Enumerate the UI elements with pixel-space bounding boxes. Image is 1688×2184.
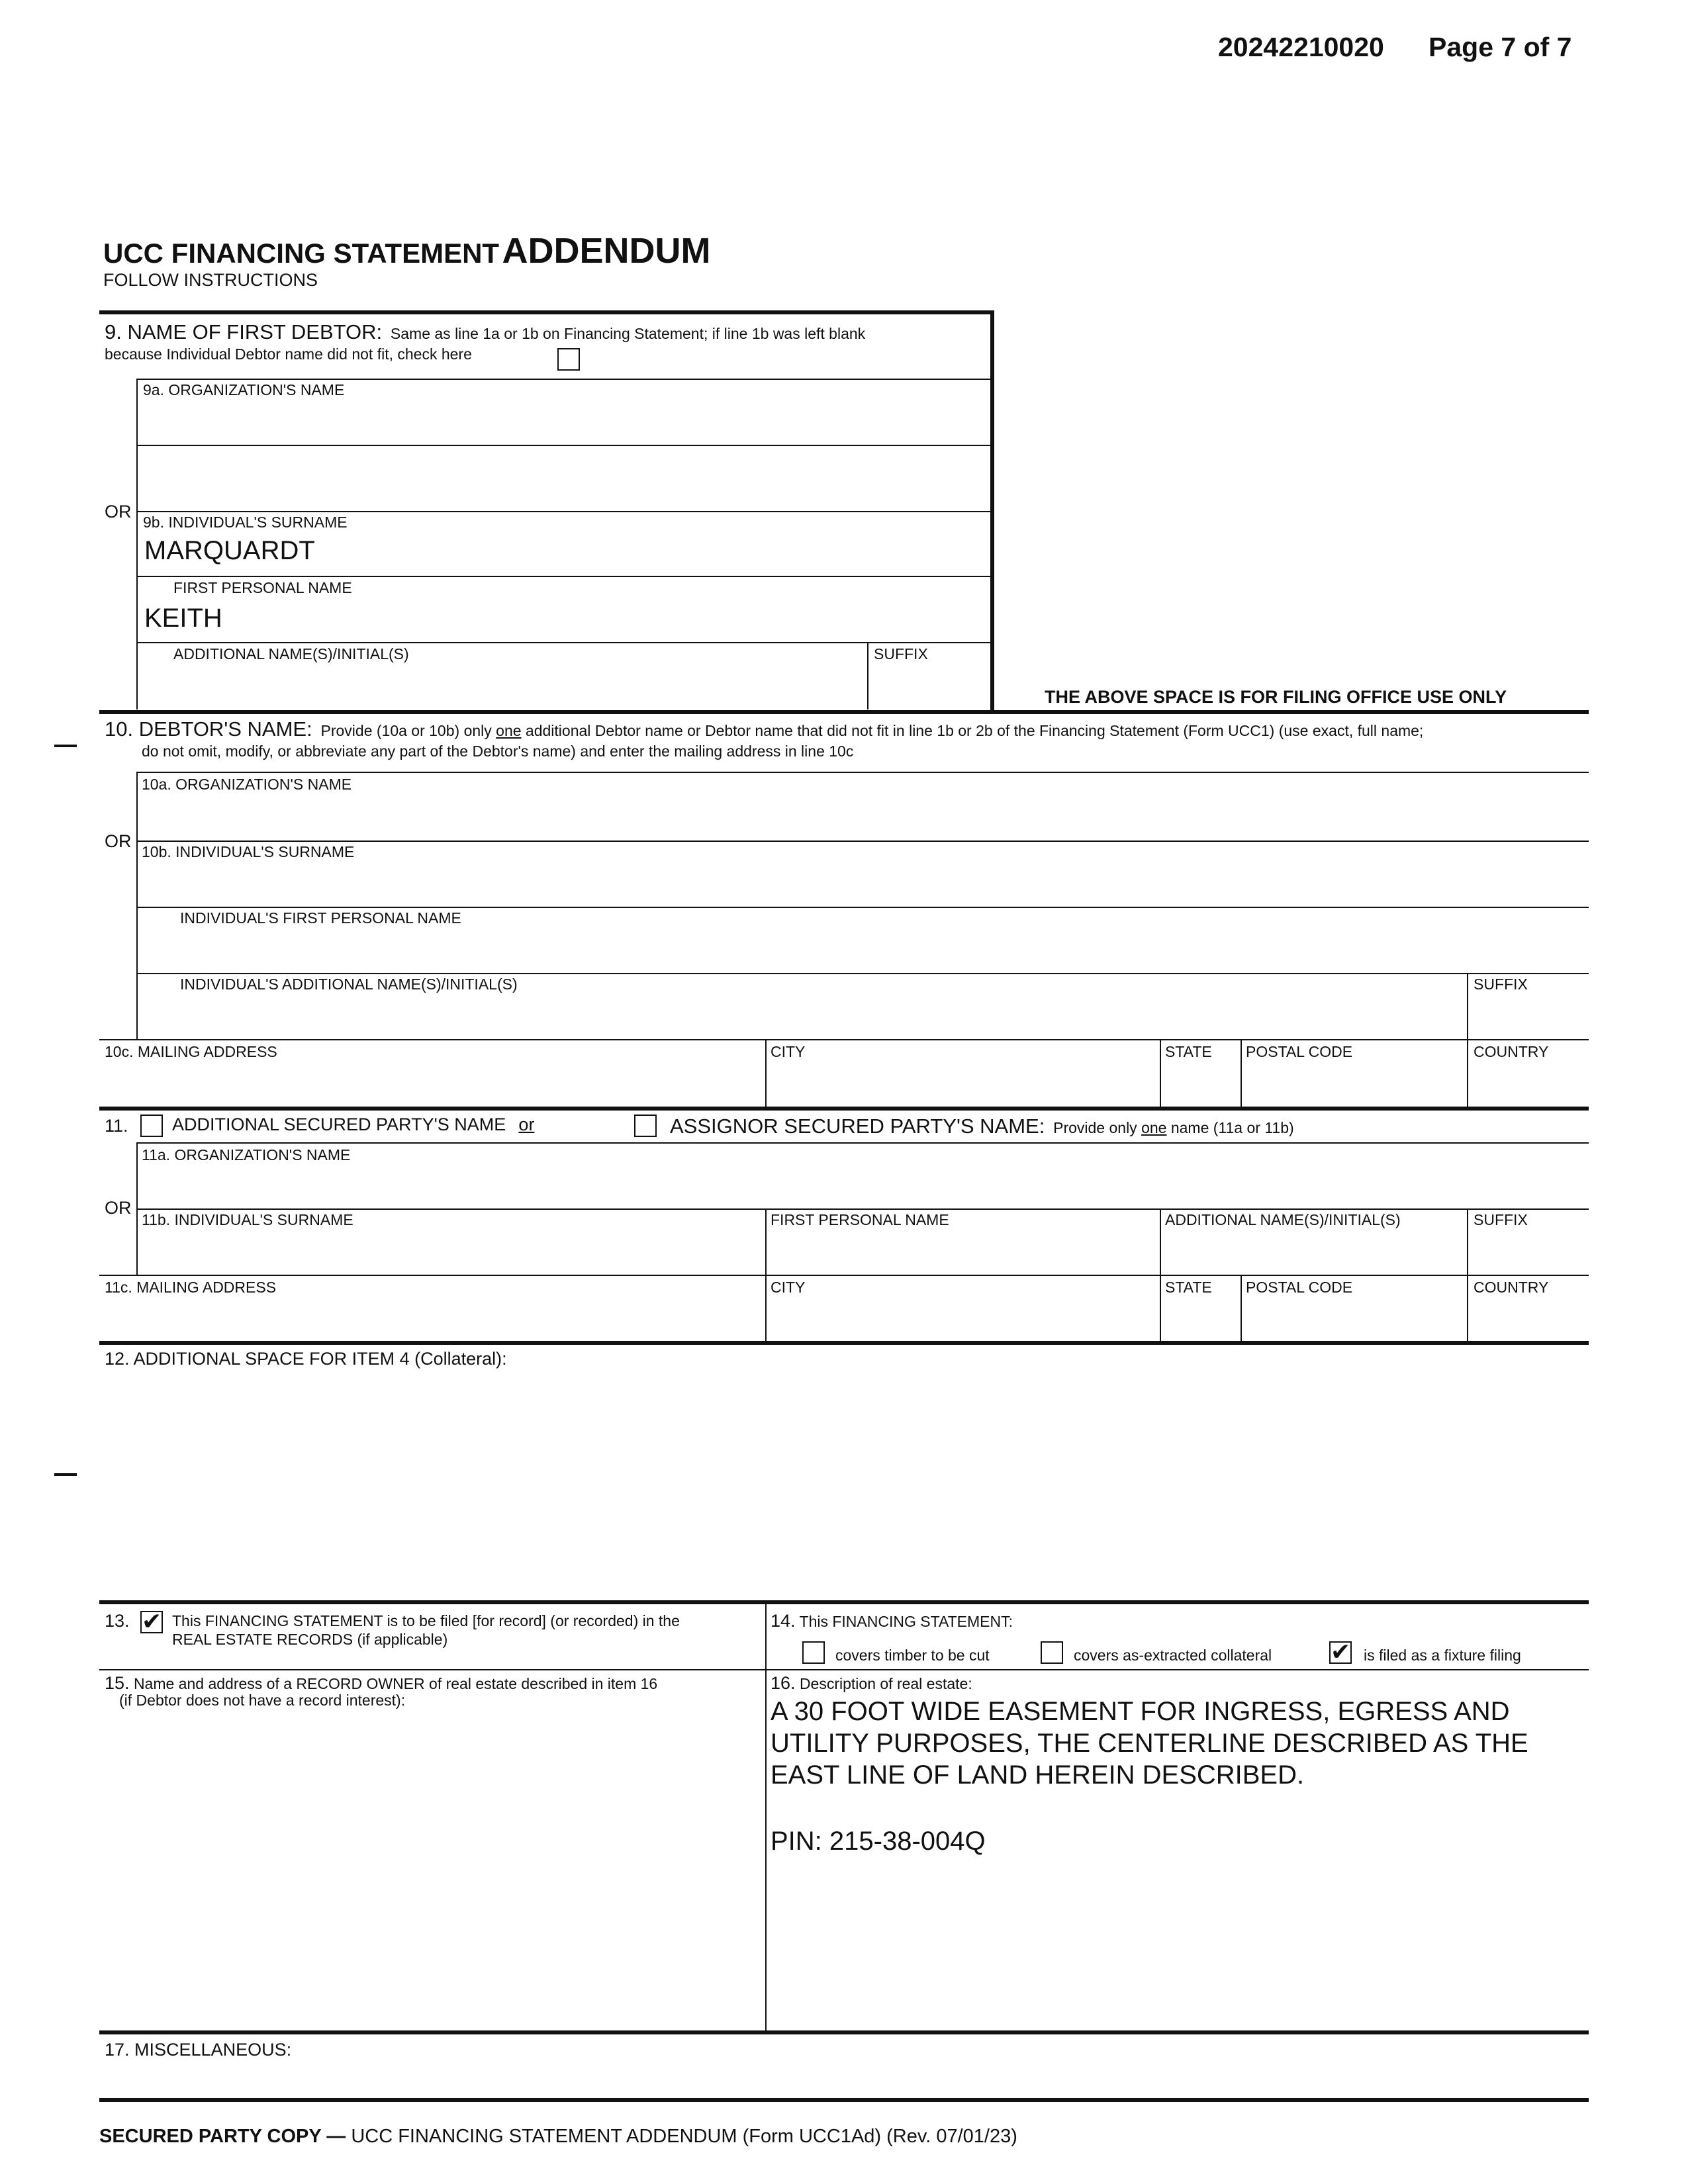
rule (136, 772, 1589, 773)
real-estate-pin[interactable]: PIN: 215-38-004Q (771, 1827, 986, 1856)
label-11c-postal-code: POSTAL CODE (1246, 1279, 1353, 1296)
real-estate-description-line[interactable]: A 30 FOOT WIDE EASEMENT FOR INGRESS, EGRESS AND (771, 1697, 1510, 1726)
rule (765, 1208, 767, 1343)
rule (136, 907, 1589, 908)
rule (1160, 1039, 1161, 1108)
field-10b-first-name[interactable] (138, 925, 1587, 972)
label-10c-city: CITY (771, 1043, 806, 1060)
timber-label: covers timber to be cut (835, 1647, 990, 1664)
label-9b-suffix: SUFFIX (874, 645, 928, 662)
label-11c-city: CITY (771, 1279, 806, 1296)
rule (765, 1039, 767, 1108)
section-9-desc: because Individual Debtor name did not fit, check here (105, 345, 472, 363)
label-10a-org-name: 10a. ORGANIZATION'S NAME (142, 776, 352, 793)
rule (1160, 1208, 1161, 1343)
as-extracted-label: covers as-extracted collateral (1074, 1647, 1272, 1664)
rule (1241, 1275, 1242, 1343)
label-11c-country: COUNTRY (1474, 1279, 1549, 1296)
label-10b-first-name: INDIVIDUAL'S FIRST PERSONAL NAME (180, 909, 461, 927)
filing-office-use-note: THE ABOVE SPACE IS FOR FILING OFFICE USE ONLY (1045, 687, 1507, 707)
rule (99, 1107, 1589, 1111)
form-title-addendum: ADDENDUM (502, 231, 711, 271)
section-13-number: 13. (105, 1611, 130, 1631)
form-title-main: UCC FINANCING STATEMENT (103, 238, 500, 269)
rule (99, 2098, 1589, 2102)
rule (1467, 973, 1468, 1108)
section-14-title: 14. This FINANCING STATEMENT: (771, 1611, 1013, 1631)
rule (136, 973, 1589, 974)
rule (1467, 1208, 1468, 1343)
rule (99, 1341, 1589, 1345)
label-10b-surname: 10b. INDIVIDUAL'S SURNAME (142, 843, 355, 860)
section-11-number: 11. (105, 1116, 128, 1136)
section-10-title: 10. DEBTOR'S NAME: Provide (10a or 10b) only one additional Debtor name or Debtor name that did not fit in line 1b or 2b of the Financing Statement (Form UCC1) (use exact, full name; (105, 717, 1424, 741)
rule (136, 576, 990, 577)
label-11b-additional-names: ADDITIONAL NAME(S)/INITIAL(S) (1165, 1211, 1401, 1228)
field-10a-org-name[interactable] (138, 792, 1587, 839)
same-as-line1-checkbox[interactable] (557, 348, 580, 371)
rule (99, 310, 994, 314)
assignor-secured-party-label: ASSIGNOR SECURED PARTY'S NAME: Provide only one name (11a or 11b) (670, 1115, 1294, 1138)
rule (136, 379, 990, 380)
as-extracted-checkbox[interactable] (1041, 1641, 1063, 1664)
label-10b-suffix: SUFFIX (1474, 976, 1528, 993)
debtor-surname[interactable]: MARQUARDT (144, 536, 315, 565)
form-footer: SECURED PARTY COPY — UCC FINANCING STATEMENT ADDENDUM (Form UCC1Ad) (Rev. 07/01/23) (99, 2126, 1017, 2147)
document-number: 20242210020 (1218, 32, 1384, 62)
rule (99, 1600, 1589, 1604)
timber-checkbox[interactable] (802, 1641, 825, 1664)
section-15-text: 15. Name and address of a RECORD OWNER of real estate described in item 16 (105, 1673, 658, 1693)
field-9a-org-name[interactable] (138, 397, 990, 443)
fixture-filing-label: is filed as a fixture filing (1364, 1647, 1521, 1664)
or-label: OR (105, 1198, 132, 1218)
real-estate-description-line[interactable]: UTILITY PURPOSES, THE CENTERLINE DESCRIBED AS THE (771, 1729, 1528, 1758)
label-10c-postal-code: POSTAL CODE (1246, 1043, 1353, 1060)
page-indicator: Page 7 of 7 (1429, 32, 1572, 62)
label-10c-country: COUNTRY (1474, 1043, 1549, 1060)
label-11b-surname: 11b. INDIVIDUAL'S SURNAME (142, 1211, 353, 1228)
rule (99, 710, 1589, 714)
field-12-collateral[interactable] (99, 1373, 1589, 1598)
label-9a-org-name: 9a. ORGANIZATION'S NAME (143, 381, 345, 398)
margin-mark (54, 745, 77, 747)
fixture-filing-checkbox[interactable]: ✔ (1331, 1639, 1351, 1666)
label-9b-surname: 9b. INDIVIDUAL'S SURNAME (143, 514, 348, 531)
rule (136, 642, 990, 643)
section-10-desc: do not omit, modify, or abbreviate any part of the Debtor's name) and enter the mailing address in line 10c (142, 743, 854, 760)
section-9-title: 9. NAME OF FIRST DEBTOR: Same as line 1a or 1b on Financing Statement; if line 1b was left blank (105, 320, 866, 343)
field-10b-surname[interactable] (138, 860, 1587, 905)
label-10b-additional-names: INDIVIDUAL'S ADDITIONAL NAME(S)/INITIAL(S) (180, 976, 518, 993)
additional-secured-party-label: ADDITIONAL SECURED PARTY'S NAME or (172, 1115, 535, 1134)
label-11b-first-name: FIRST PERSONAL NAME (771, 1211, 949, 1228)
rule (99, 2030, 1589, 2034)
section-12-label: 12. ADDITIONAL SPACE FOR ITEM 4 (Collateral): (105, 1349, 507, 1369)
section-13-text: This FINANCING STATEMENT is to be filed [for record] (or recorded) in the (172, 1612, 680, 1629)
rule (867, 642, 868, 709)
label-10c-state: STATE (1165, 1043, 1212, 1060)
debtor-first-name[interactable]: KEITH (144, 604, 222, 633)
field-15-record-owner[interactable] (99, 1714, 764, 2029)
real-estate-description-line[interactable]: EAST LINE OF LAND HEREIN DESCRIBED. (771, 1760, 1305, 1790)
additional-secured-party-checkbox[interactable] (140, 1115, 163, 1137)
label-11a-org-name: 11a. ORGANIZATION'S NAME (142, 1146, 351, 1163)
section-15-text: (if Debtor does not have a record interest): (119, 1692, 406, 1709)
label-9b-first-name: FIRST PERSONAL NAME (173, 579, 352, 596)
rule (136, 511, 990, 512)
field-17-miscellaneous[interactable] (99, 2062, 1589, 2097)
assignor-secured-party-checkbox[interactable] (634, 1115, 657, 1137)
rule (99, 1275, 1589, 1276)
label-11b-suffix: SUFFIX (1474, 1211, 1528, 1228)
rule (99, 1039, 1589, 1040)
rule (136, 841, 1589, 842)
rule (136, 445, 990, 446)
section-13-text: REAL ESTATE RECORDS (if applicable) (172, 1631, 448, 1648)
rule (1241, 1039, 1242, 1108)
follow-instructions: FOLLOW INSTRUCTIONS (103, 270, 318, 290)
rule (765, 1604, 767, 2032)
real-estate-records-checkbox[interactable]: ✔ (142, 1608, 162, 1635)
rule (99, 1669, 1589, 1670)
label-11c-state: STATE (1165, 1279, 1212, 1296)
rule (136, 1208, 1589, 1210)
label-9b-additional-names: ADDITIONAL NAME(S)/INITIAL(S) (173, 645, 409, 662)
or-label: OR (105, 502, 132, 522)
or-label: OR (105, 831, 132, 851)
field-11a-org-name[interactable] (138, 1162, 1587, 1207)
rule (990, 310, 994, 710)
section-17-label: 17. MISCELLANEOUS: (105, 2040, 292, 2060)
section-16-title: 16. Description of real estate: (771, 1673, 972, 1693)
label-10c-mailing-address: 10c. MAILING ADDRESS (105, 1043, 277, 1060)
rule (136, 1142, 1589, 1144)
form-title (103, 233, 711, 269)
label-11c-mailing-address: 11c. MAILING ADDRESS (105, 1279, 277, 1296)
margin-mark (54, 1473, 77, 1476)
